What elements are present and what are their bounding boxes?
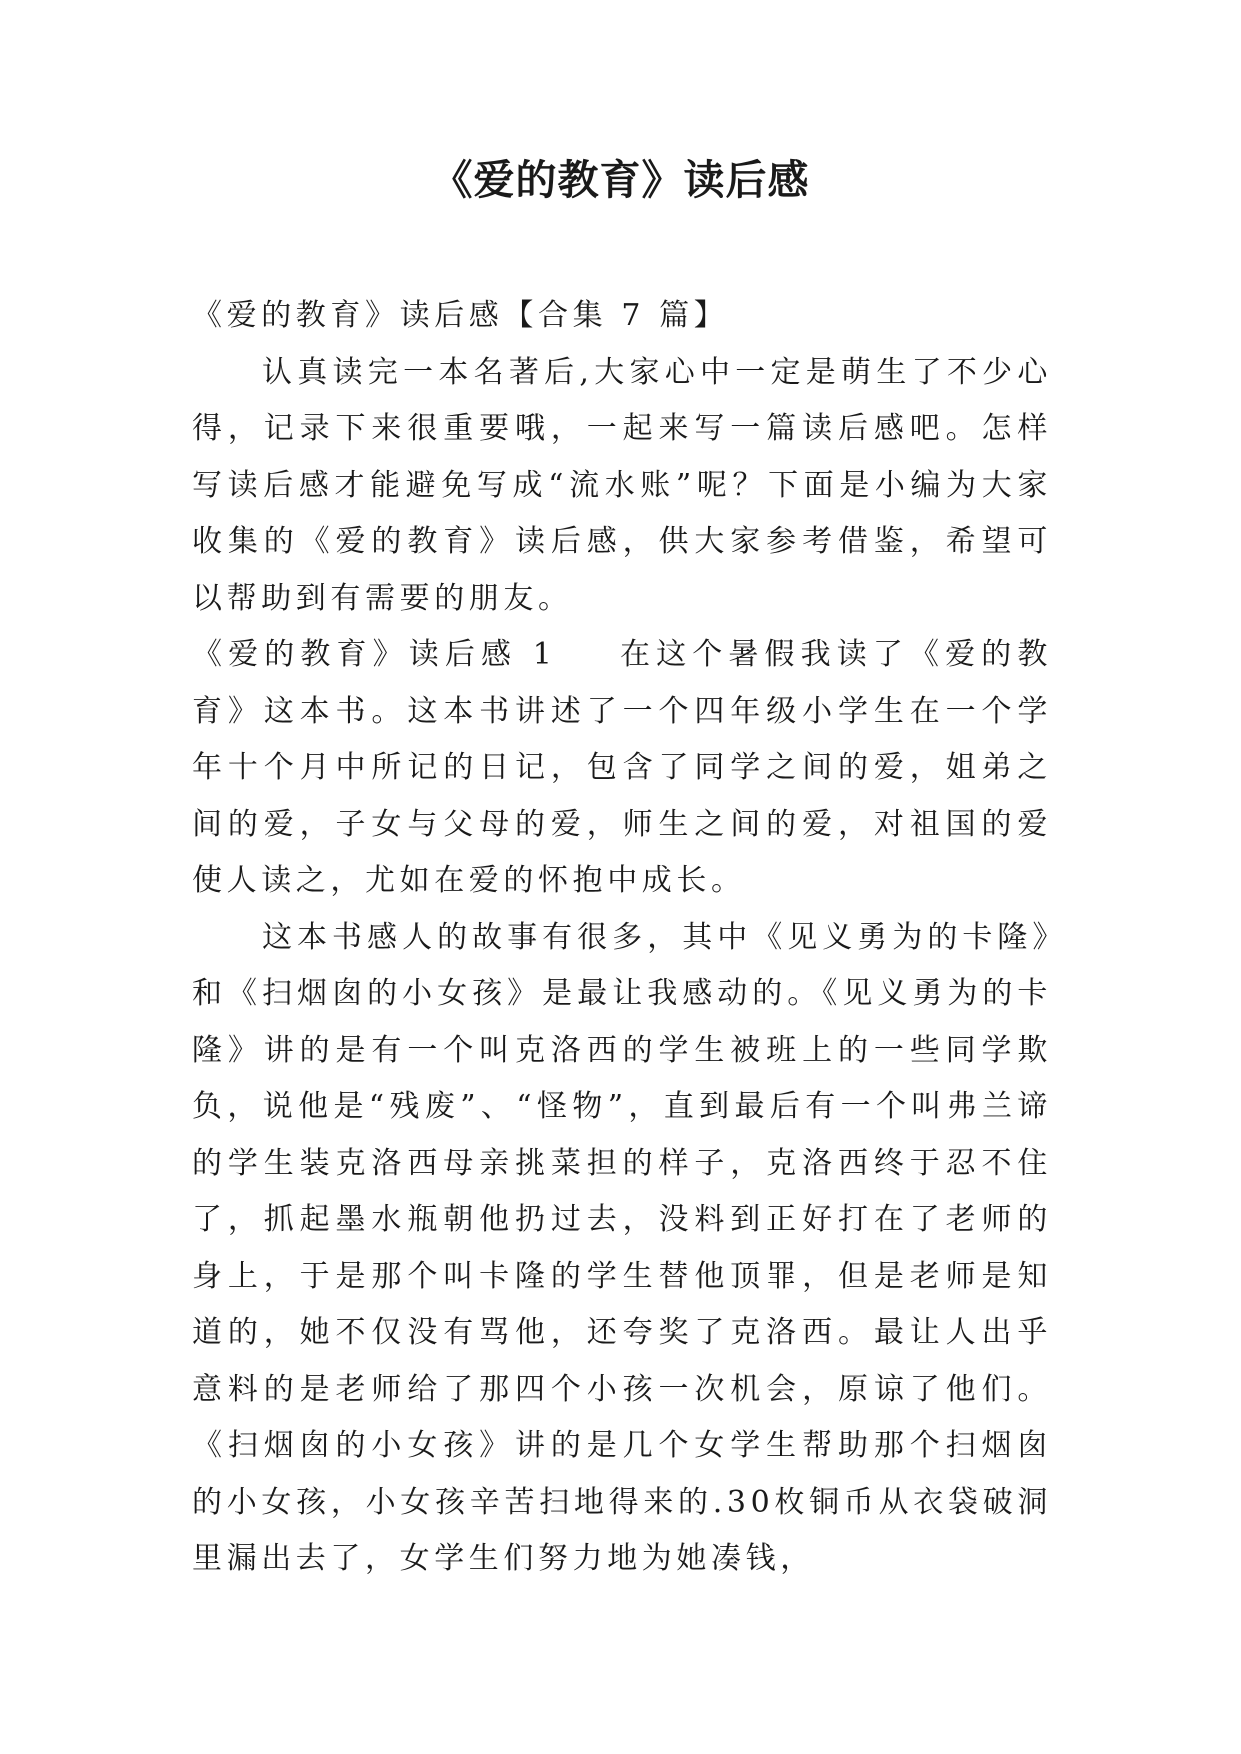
page-title: 《爱的教育》读后感 (431, 156, 810, 204)
section-1-heading: 《爱的教育》读后感 1 (192, 637, 557, 672)
document-body (192, 288, 1052, 1588)
section-1-paragraph-2: 这本书感人的故事有很多，其中《见义勇为的卡隆》和《扫烟囱的小女孩》是最让我感动的。《见义勇为的卡隆》讲的是有一个叫克洛西的学生被班上的一些同学欺负，说他是“残废”、“怪物”，直到最后有一个叫弗兰谛的学生装克洛西母亲挑菜担的样子，克洛西终于忍不住了，抓起墨水瓶朝他扔过去，没料到正好打在了老师的身上，于是那个叫卡隆的学生替他顶罪，但是老师是知道的，她不仅没有骂他，还夸奖了克洛西。最让人出乎意料的是老师给了那四个小孩一次机会，原谅了他们。《扫烟囱的小女孩》讲的是几个女学生帮助那个扫烟囱的小女孩，小女孩辛苦扫地得来的.30枚铜币从衣袋破洞里漏出去了，女学生们努力地为她凑钱， (192, 919, 1052, 1576)
collection-subtitle: 《爱的教育》读后感【合集 7 篇】 (192, 298, 729, 333)
section-1-paragraph-1: 在这个暑假我读了《爱的教育》这本书。这本书讲述了一个四年级小学生在一个学年十个月中所记的日记，包含了同学之间的爱，姐弟之间的爱，子女与父母的爱，师生之间的爱，对祖国的爱使人读之，尤如在爱的怀抱中成长。 (192, 637, 1052, 898)
section-1-opening (192, 627, 1052, 910)
intro-paragraph: 认真读完一本名著后,大家心中一定是萌生了不少心得，记录下来很重要哦，一起来写一篇读后感吧。怎样写读后感才能避免写成“流水账”呢？下面是小编为大家收集的《爱的教育》读后感，供大家参考借鉴，希望可以帮助到有需要的朋友。 (192, 354, 1052, 616)
